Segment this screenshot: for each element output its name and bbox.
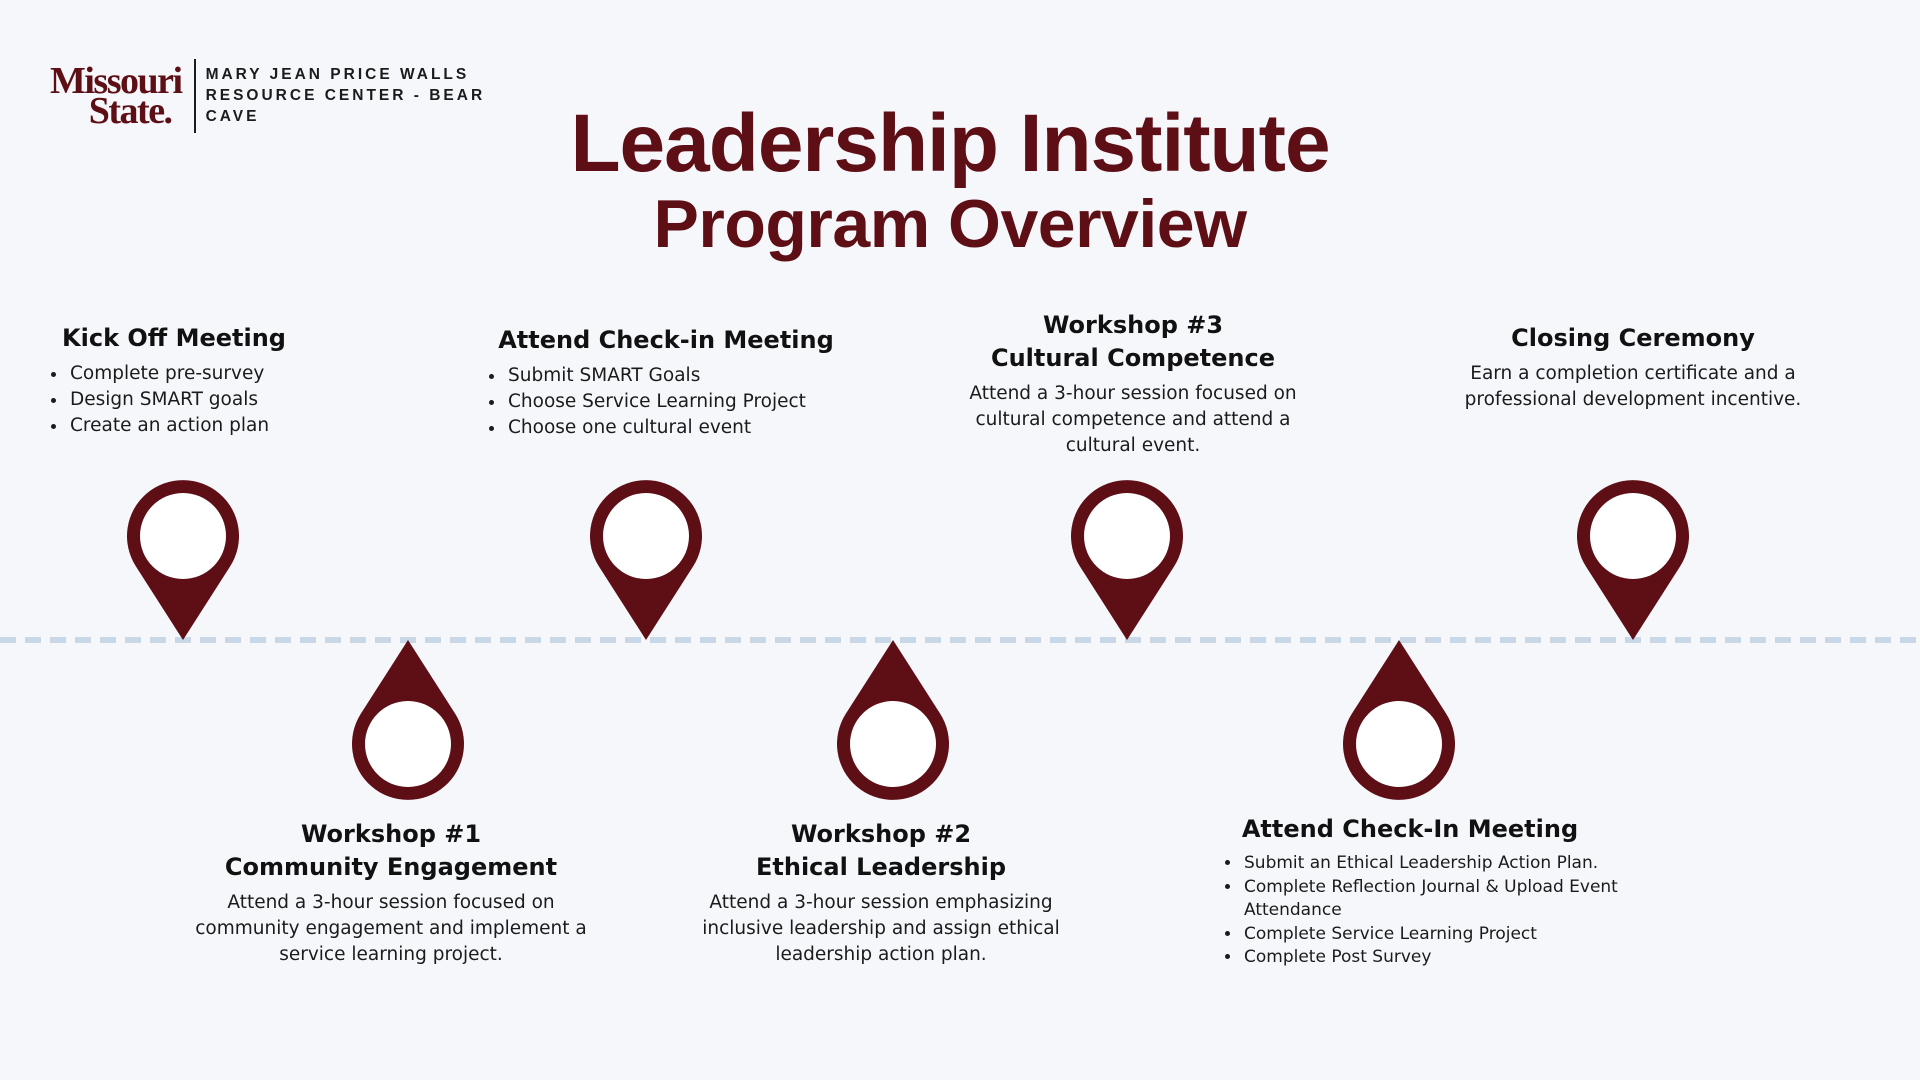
list-item: • Design SMART goals (68, 387, 300, 413)
logo-subtitle: MARY JEAN PRICE WALLS RESOURCE CENTER - BEAR CAVE (205, 66, 486, 125)
step-description: Attend a 3-hour session focused on cultural competence and attend a cultural event. (969, 383, 1297, 456)
step-title-line: Cultural Competence (990, 344, 1275, 372)
map-pin-hole (1356, 701, 1442, 787)
step-workshop-2 (701, 818, 1061, 968)
map-pin-hole (603, 493, 689, 579)
step-title (1222, 813, 1622, 846)
step-workshop-3 (963, 309, 1303, 459)
step-description: Attend a 3-hour session emphasizing inclusive leadership and assign ethical leadership action plan. (702, 892, 1060, 965)
step-closing-ceremony (1453, 322, 1813, 413)
step-title (963, 309, 1303, 375)
list-item: • Submit an Ethical Leadership Action Plan. (1242, 852, 1622, 876)
step-title-line: Closing Ceremony (1511, 324, 1755, 352)
map-pin-hole (1084, 493, 1170, 579)
page-title: Leadership Institute (570, 98, 1330, 189)
step-title (486, 324, 846, 357)
step-title-line: Community Engagement (224, 853, 558, 881)
list-item: • Complete Post Survey (1242, 946, 1622, 970)
list-item: • Submit SMART Goals (506, 363, 846, 389)
list-item: • Complete Service Learning Project (1242, 923, 1622, 947)
step-title (1453, 322, 1813, 355)
map-pin-hole (140, 493, 226, 579)
step-description: Attend a 3-hour session focused on community engagement and implement a service learning project. (195, 892, 587, 965)
logo-wordmark-line1: Missouri (50, 59, 182, 102)
step-title-line: Workshop #3 (1042, 311, 1224, 339)
step-list (48, 361, 300, 439)
step-workshop-1 (191, 818, 591, 968)
step-title-line: Ethical Leadership (755, 853, 1007, 881)
map-pin-hole (365, 701, 451, 787)
step-title-line: Workshop #1 (300, 820, 482, 848)
page-subtitle: Program Overview (653, 186, 1247, 262)
step-check-in-meeting-1 (486, 324, 846, 441)
logo-wordmark-line2: State. (88, 89, 172, 132)
map-pin-hole (850, 701, 936, 787)
step-title (701, 818, 1061, 884)
step-title-line: Kick Off Meeting (62, 324, 286, 352)
step-title-line: Workshop #2 (790, 820, 972, 848)
list-item: • Choose one cultural event (506, 415, 846, 441)
step-check-in-meeting-2 (1222, 813, 1622, 970)
step-list (1222, 852, 1622, 970)
step-title (191, 818, 591, 884)
step-title-line: Attend Check-In Meeting (1241, 815, 1579, 843)
step-title (48, 322, 300, 355)
step-kick-off-meeting (48, 322, 300, 439)
map-pin-hole (1590, 493, 1676, 579)
list-item: • Create an action plan (68, 413, 300, 439)
list-item: • Choose Service Learning Project (506, 389, 846, 415)
list-item: • Complete Reflection Journal & Upload Event Attendance (1242, 876, 1622, 923)
list-item: • Complete pre-survey (68, 361, 300, 387)
step-title-line: Attend Check-in Meeting (498, 326, 834, 354)
step-list (486, 363, 846, 441)
step-description: Earn a completion certificate and a professional development incentive. (1464, 363, 1802, 410)
